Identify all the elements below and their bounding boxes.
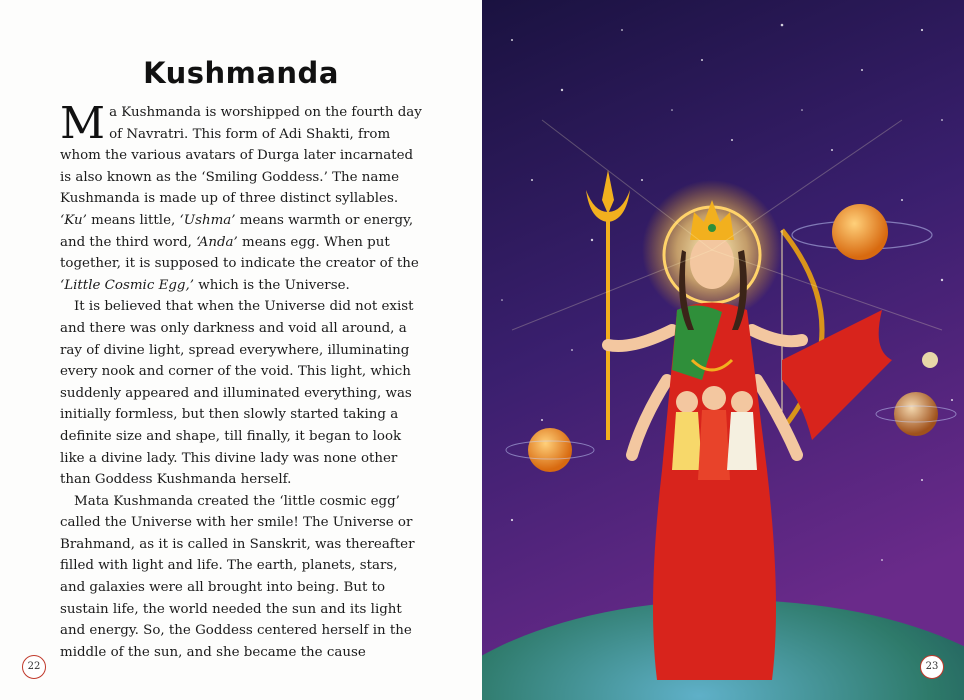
avatars-group	[672, 386, 757, 480]
tiny-planet	[922, 352, 938, 368]
paragraph-1: Ma Kushmanda is worshipped on the fourth day of Navratri. This form of Adi Shakti, from whom the various avatars of Durga later incarnated is also known as the ‘Smiling Goddess.’ The name Kushmanda is made up of three distinct syllables. ‘Ku’ means little, ‘Ushma’ means warmth or energy, and the third word, ‘Anda’ means egg. When put together, it is supposed to indicate the creator of the ‘Little Cosmic Egg,’ which is the Universe.	[60, 98, 422, 293]
paragraph-2: It is believed that when the Universe did not exist and there was only darkness and void all around, a ray of divine light, spread everywhere, illuminating every nook and corner of the void. This light, which suddenly appeared and illuminated everything, was initially formless, but then slowly started taking a definite size and shape, till finally, it began to look like a divine lady. This divine lady was none other than Goddess Kushmanda herself.	[60, 299, 414, 488]
small-planet-left	[528, 428, 572, 472]
story-text	[60, 98, 426, 663]
illustration-page	[482, 0, 964, 700]
face	[690, 235, 734, 289]
page-number-right: 23	[920, 655, 944, 679]
paragraph-3: Mata Kushmanda created the ‘little cosmic egg’ called the Universe with her smile! The Universe or Brahmand, as it is called in Sanskrit, was thereafter filled with light and life. The earth, planets, stars, and galaxies were all brought into being. But to sustain life, the world needed the sun and its light and energy. So, the Goddess centered herself in the middle of the sun, and she became the cause	[60, 493, 415, 660]
page-title: Kushmanda	[143, 56, 339, 90]
page-number-left: 22	[22, 655, 46, 679]
drop-cap: M	[60, 98, 106, 149]
banded-planet	[894, 392, 938, 436]
orange-planet	[832, 204, 888, 260]
goddess-kushmanda-illustration	[482, 0, 964, 700]
